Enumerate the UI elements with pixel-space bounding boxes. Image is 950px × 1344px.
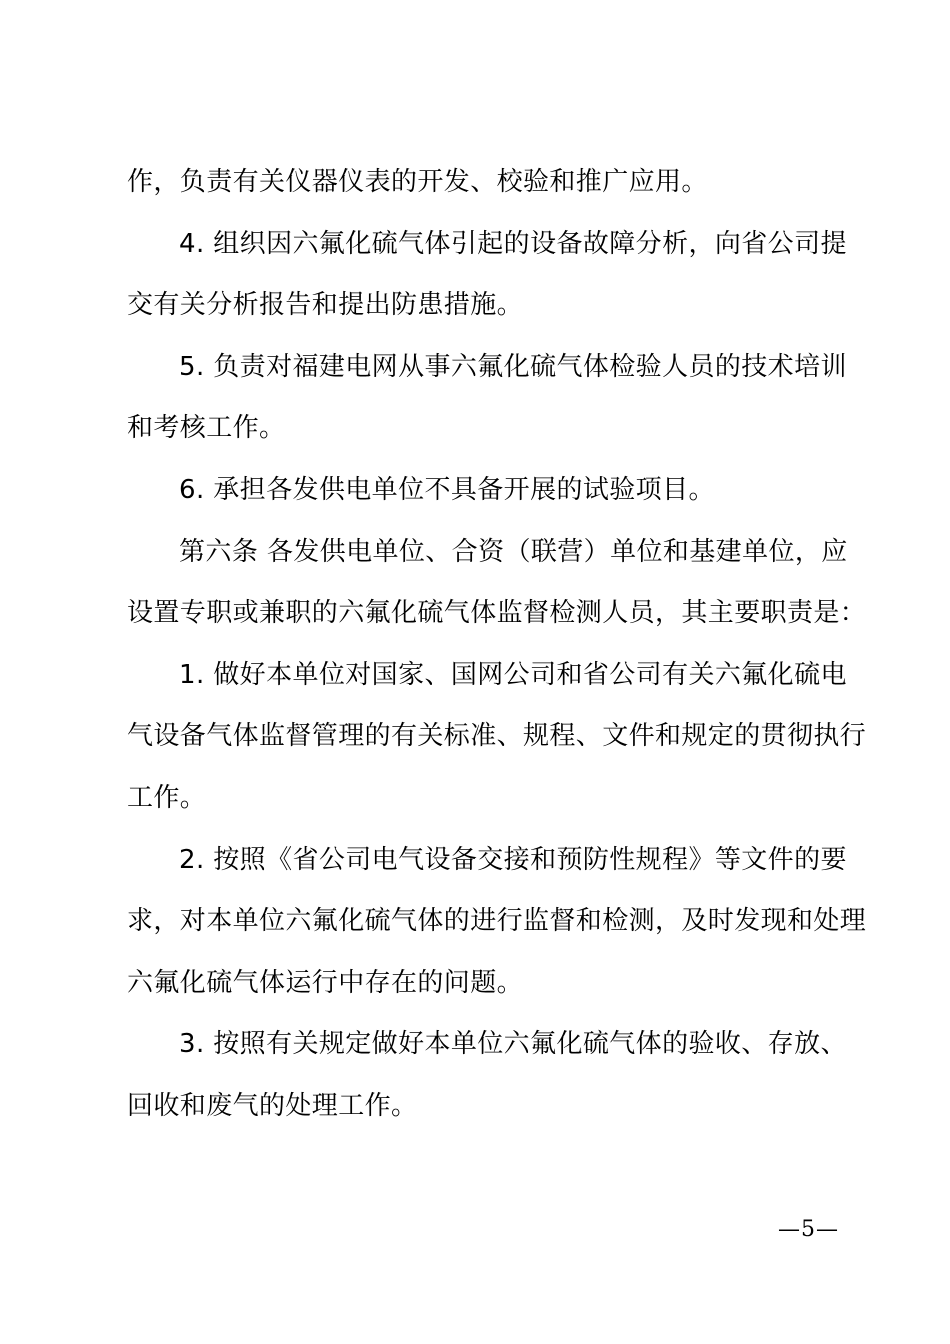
text-line: 六氟化硫气体运行中存在的问题。 [127, 967, 524, 998]
text-line: 交有关分析报告和提出防患措施。 [127, 290, 524, 321]
text-line: 和考核工作。 [127, 413, 286, 444]
text-line: 求，对本单位六氟化硫气体的进行监督和检测，及时发现和处理 [127, 906, 867, 937]
text-line: 3. 按照有关规定做好本单位六氟化硫气体的验收、存放、 [179, 1029, 847, 1060]
text-line: 气设备气体监督管理的有关标准、规程、文件和规定的贯彻执行 [127, 721, 867, 752]
text-line: 工作。 [127, 782, 207, 813]
document-body [127, 152, 867, 1138]
text-line: 1. 做好本单位对国家、国网公司和省公司有关六氟化硫电 [179, 659, 847, 690]
text-line: 2. 按照《省公司电气设备交接和预防性规程》等文件的要 [179, 844, 847, 875]
text-line: 6. 承担各发供电单位不具备开展的试验项目。 [179, 474, 715, 505]
text-line: 4. 组织因六氟化硫气体引起的设备故障分析，向省公司提 [179, 228, 847, 259]
text-line: 作，负责有关仪器仪表的开发、校验和推广应用。 [127, 167, 708, 197]
text-line: 5. 负责对福建电网从事六氟化硫气体检验人员的技术培训 [179, 351, 847, 382]
text-line: 第六条 各发供电单位、合资（联营）单位和基建单位，应 [179, 536, 848, 567]
text-line: 回收和废气的处理工作。 [127, 1090, 418, 1121]
page-number: —5— [778, 1217, 839, 1242]
text-line: 设置专职或兼职的六氟化硫气体监督检测人员，其主要职责是： [127, 598, 867, 629]
